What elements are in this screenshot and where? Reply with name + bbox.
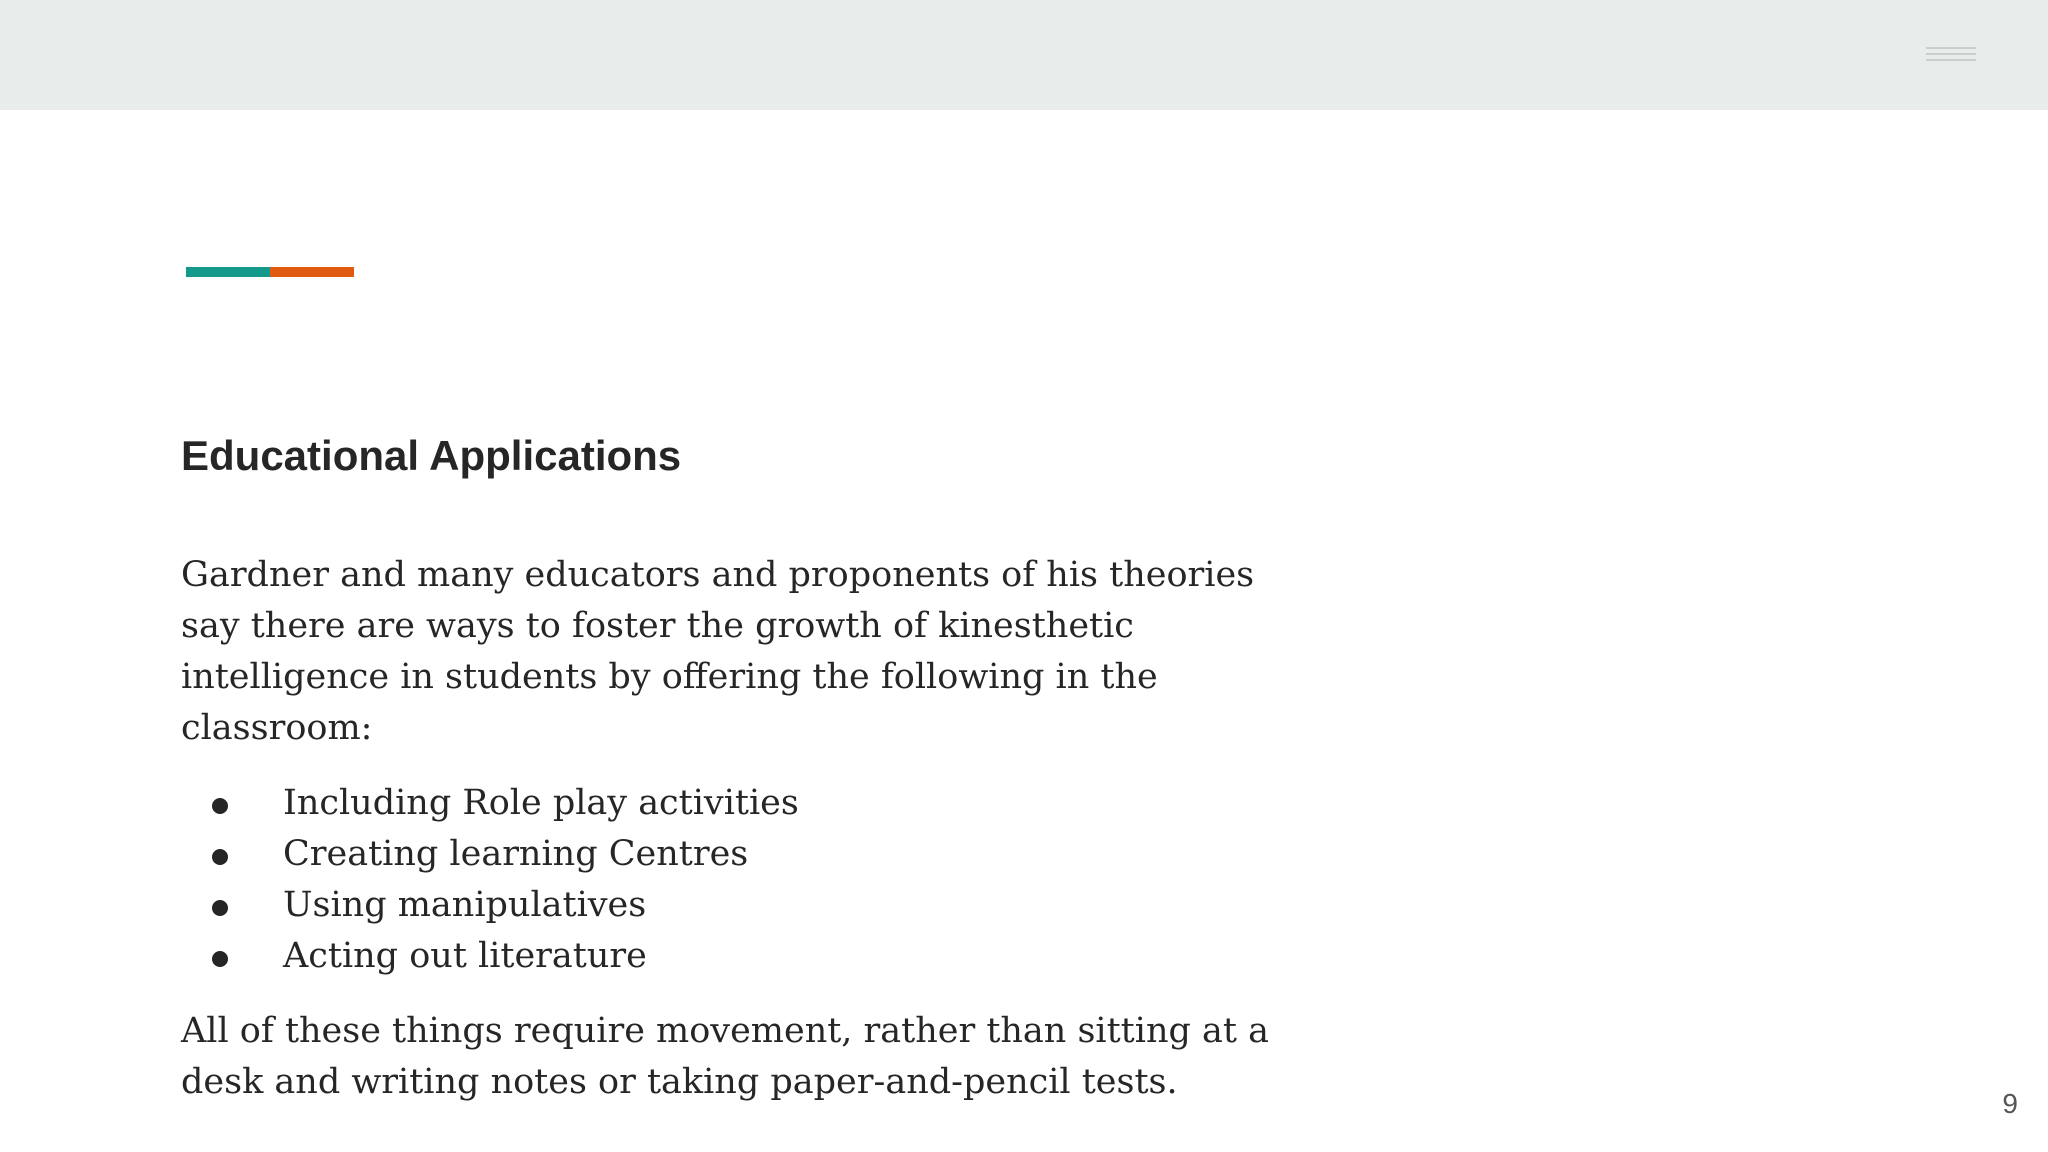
list-item xyxy=(181,829,1301,880)
list-item xyxy=(181,931,1301,982)
accent-bar-teal xyxy=(186,267,270,277)
bullet-icon xyxy=(212,849,228,865)
list-item xyxy=(181,778,1301,829)
bullet-icon xyxy=(212,951,228,967)
slide-title: Educational Applications xyxy=(181,432,682,479)
bullet-list xyxy=(181,778,1301,982)
page-number: 9 xyxy=(2002,1088,2018,1119)
bullet-text: Creating learning Centres xyxy=(283,834,749,874)
closing-paragraph: All of these things require movement, rather than sitting at a desk and writing notes or taking paper-and-pencil tests. xyxy=(181,1011,1269,1102)
bullet-icon xyxy=(212,798,228,814)
list-item xyxy=(181,880,1301,931)
bullet-text: Including Role play activities xyxy=(283,783,799,823)
hamburger-menu-icon[interactable] xyxy=(1926,47,1976,67)
bullet-text: Acting out literature xyxy=(283,936,647,976)
bullet-text: Using manipulatives xyxy=(283,885,647,925)
top-band xyxy=(0,0,2048,110)
slide-body xyxy=(181,550,1301,1108)
intro-paragraph: Gardner and many educators and proponents of his theories say there are ways to foster the growth of kinesthetic intelligence in students by offering the following in the classroom: xyxy=(181,555,1255,748)
accent-bar-orange xyxy=(270,267,354,277)
bullet-icon xyxy=(212,900,228,916)
